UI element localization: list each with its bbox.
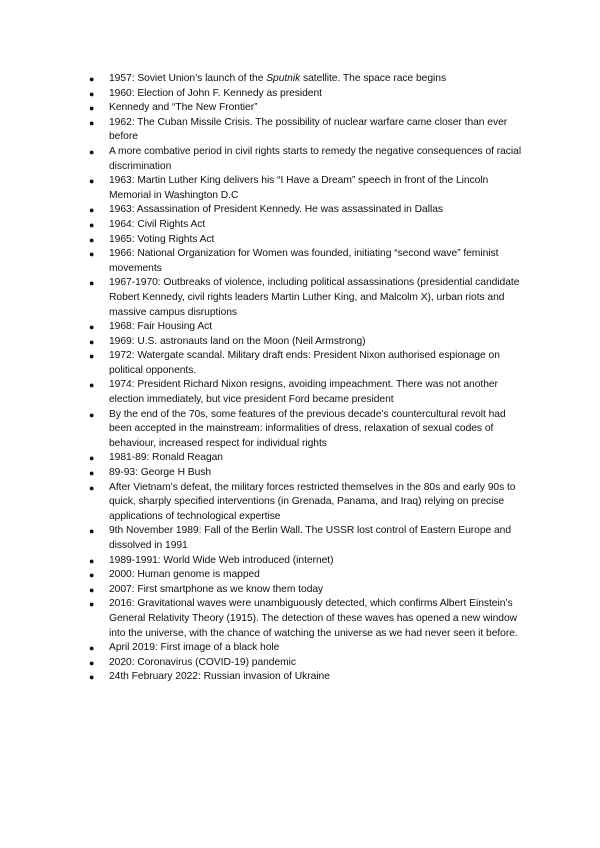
list-item-text: 2020: Coronavirus (COVID-19) pandemic	[109, 656, 297, 668]
list-item	[88, 116, 526, 145]
list-item-text: Kennedy and “The New Frontier”	[109, 102, 258, 114]
list-item-text: 1972: Watergate scandal. Military draft ends: President Nixon authorised espionage on political opponents.	[109, 350, 500, 376]
list-item	[88, 466, 526, 481]
bullet-icon: ●	[89, 103, 95, 114]
bullet-icon: ●	[89, 672, 95, 683]
list-item	[88, 233, 526, 248]
italic-title: Sputnik	[266, 73, 301, 84]
list-item	[88, 524, 526, 553]
list-item	[88, 554, 526, 569]
list-item-text: 1989-1991: World Wide Web introduced (internet)	[109, 554, 334, 566]
list-item-text: 1964: Civil Rights Act	[109, 218, 206, 230]
bullet-icon: ●	[89, 278, 95, 289]
list-item-text: 24th February 2022: Russian invasion of Ukraine	[109, 671, 330, 683]
list-item	[88, 247, 526, 276]
list-item	[88, 670, 526, 685]
list-item-text: April 2019: First image of a black hole	[109, 642, 280, 654]
bullet-icon: ●	[89, 336, 95, 347]
list-item	[88, 87, 526, 102]
bullet-icon: ●	[89, 322, 95, 333]
list-item-text-part: 1957: Soviet Union’s launch of the	[109, 73, 267, 84]
list-item	[88, 101, 526, 116]
list-item-text: 1962: The Cuban Missile Crisis. The possibility of nuclear warfare came closer than ever before	[109, 116, 508, 143]
bullet-icon: ●	[89, 205, 95, 216]
list-item	[88, 349, 526, 378]
bullet-icon: ●	[89, 88, 95, 99]
list-item-text: 1965: Voting Rights Act	[109, 233, 215, 245]
bullet-icon: ●	[89, 380, 95, 391]
bullet-icon: ●	[89, 234, 95, 245]
list-item-text: 1974: President Richard Nixon resigns, avoiding impeachment. There was not another election immediately, but vice president Ford became president	[109, 379, 498, 406]
bullet-icon: ●	[89, 351, 95, 362]
bullet-icon: ●	[89, 219, 95, 230]
list-item-text: 1981-89: Ronald Reagan	[109, 452, 223, 464]
list-item	[88, 451, 526, 466]
list-item-text: After Vietnam’s defeat, the military forces restricted themselves in the 80s and early 90s to quick, sharply specified interventions (in Grenada, Panama, and Iraq) relying on precise applications of technological expertise	[109, 481, 516, 522]
bullet-icon: ●	[89, 146, 95, 157]
list-item	[88, 408, 526, 452]
bullet-icon: ●	[89, 468, 95, 479]
list-item	[88, 320, 526, 335]
bullet-icon: ●	[89, 117, 95, 128]
list-item	[88, 597, 526, 641]
bullet-icon: ●	[89, 482, 95, 493]
bullet-icon: ●	[89, 555, 95, 566]
list-item-text: 89-93: George H Bush	[109, 467, 212, 479]
bullet-icon: ●	[89, 409, 95, 420]
list-item-text: A more combative period in civil rights starts to remedy the negative consequences of racial discrimination	[109, 145, 522, 172]
list-item	[88, 568, 526, 583]
list-item-text: 1967-1970: Outbreaks of violence, including political assassinations (presidential candidate Robert Kennedy, civil rights leaders Martin Luther King, and Malcolm X), urban riots and massive campus disruptions	[109, 277, 520, 318]
bullet-icon: ●	[89, 599, 95, 610]
list-item	[88, 656, 526, 671]
list-item-text: 1963: Martin Luther King delivers his “I Have a Dream” speech in front of the Lincoln Memorial in Washington D.C	[109, 175, 489, 201]
list-item	[88, 218, 526, 233]
list-item-text: 9th November 1989: Fall of the Berlin Wall. The USSR lost control of Eastern Europe and dissolved in 1991	[109, 525, 512, 551]
list-item-text: By the end of the 70s, some features of the previous decade’s countercultural revolt had been accepted in the mainstream: informalities of dress, relaxation of sexual codes of behaviour, increased respect for individual rights	[109, 408, 506, 449]
list-item	[88, 481, 526, 525]
bullet-icon: ●	[89, 74, 95, 84]
timeline-list	[88, 72, 526, 685]
list-item-text-part: satellite. The space race begins	[300, 73, 447, 84]
list-item	[88, 203, 526, 218]
bullet-icon: ●	[89, 570, 95, 581]
bullet-icon: ●	[89, 249, 95, 260]
list-item	[88, 335, 526, 350]
list-item-text: 1963: Assassination of President Kennedy. He was assassinated in Dallas	[109, 204, 443, 216]
list-item-text: 1969: U.S. astronauts land on the Moon (Neil Armstrong)	[109, 335, 366, 347]
list-item-text	[109, 73, 446, 84]
list-item-text: 2016: Gravitational waves were unambiguously detected, which confirms Albert Einstein’s General Relativity Theory (1915). The detection of these waves has opened a new window into the universe, with the chance of watching the universe as we had never seen it before.	[109, 598, 518, 639]
list-item-text: 1968: Fair Housing Act	[109, 321, 213, 333]
list-item	[88, 276, 526, 320]
bullet-icon: ●	[89, 526, 95, 537]
list-item	[88, 174, 526, 203]
bullet-icon: ●	[89, 453, 95, 464]
list-item-text: 1966: National Organization for Women was founded, initiating “second wave” feminist movements	[109, 248, 499, 274]
bullet-icon: ●	[89, 176, 95, 187]
list-item	[88, 145, 526, 174]
bullet-icon: ●	[89, 643, 95, 654]
list-item	[88, 378, 526, 407]
list-item	[88, 72, 526, 87]
list-item-text: 1960: Election of John F. Kennedy as president	[109, 87, 322, 99]
bullet-icon: ●	[89, 584, 95, 595]
list-item	[88, 641, 526, 656]
list-item-text: 2000: Human genome is mapped	[109, 569, 260, 581]
list-item-text: 2007: First smartphone as we know them today	[109, 583, 324, 595]
bullet-icon: ●	[89, 657, 95, 668]
list-item	[88, 583, 526, 598]
